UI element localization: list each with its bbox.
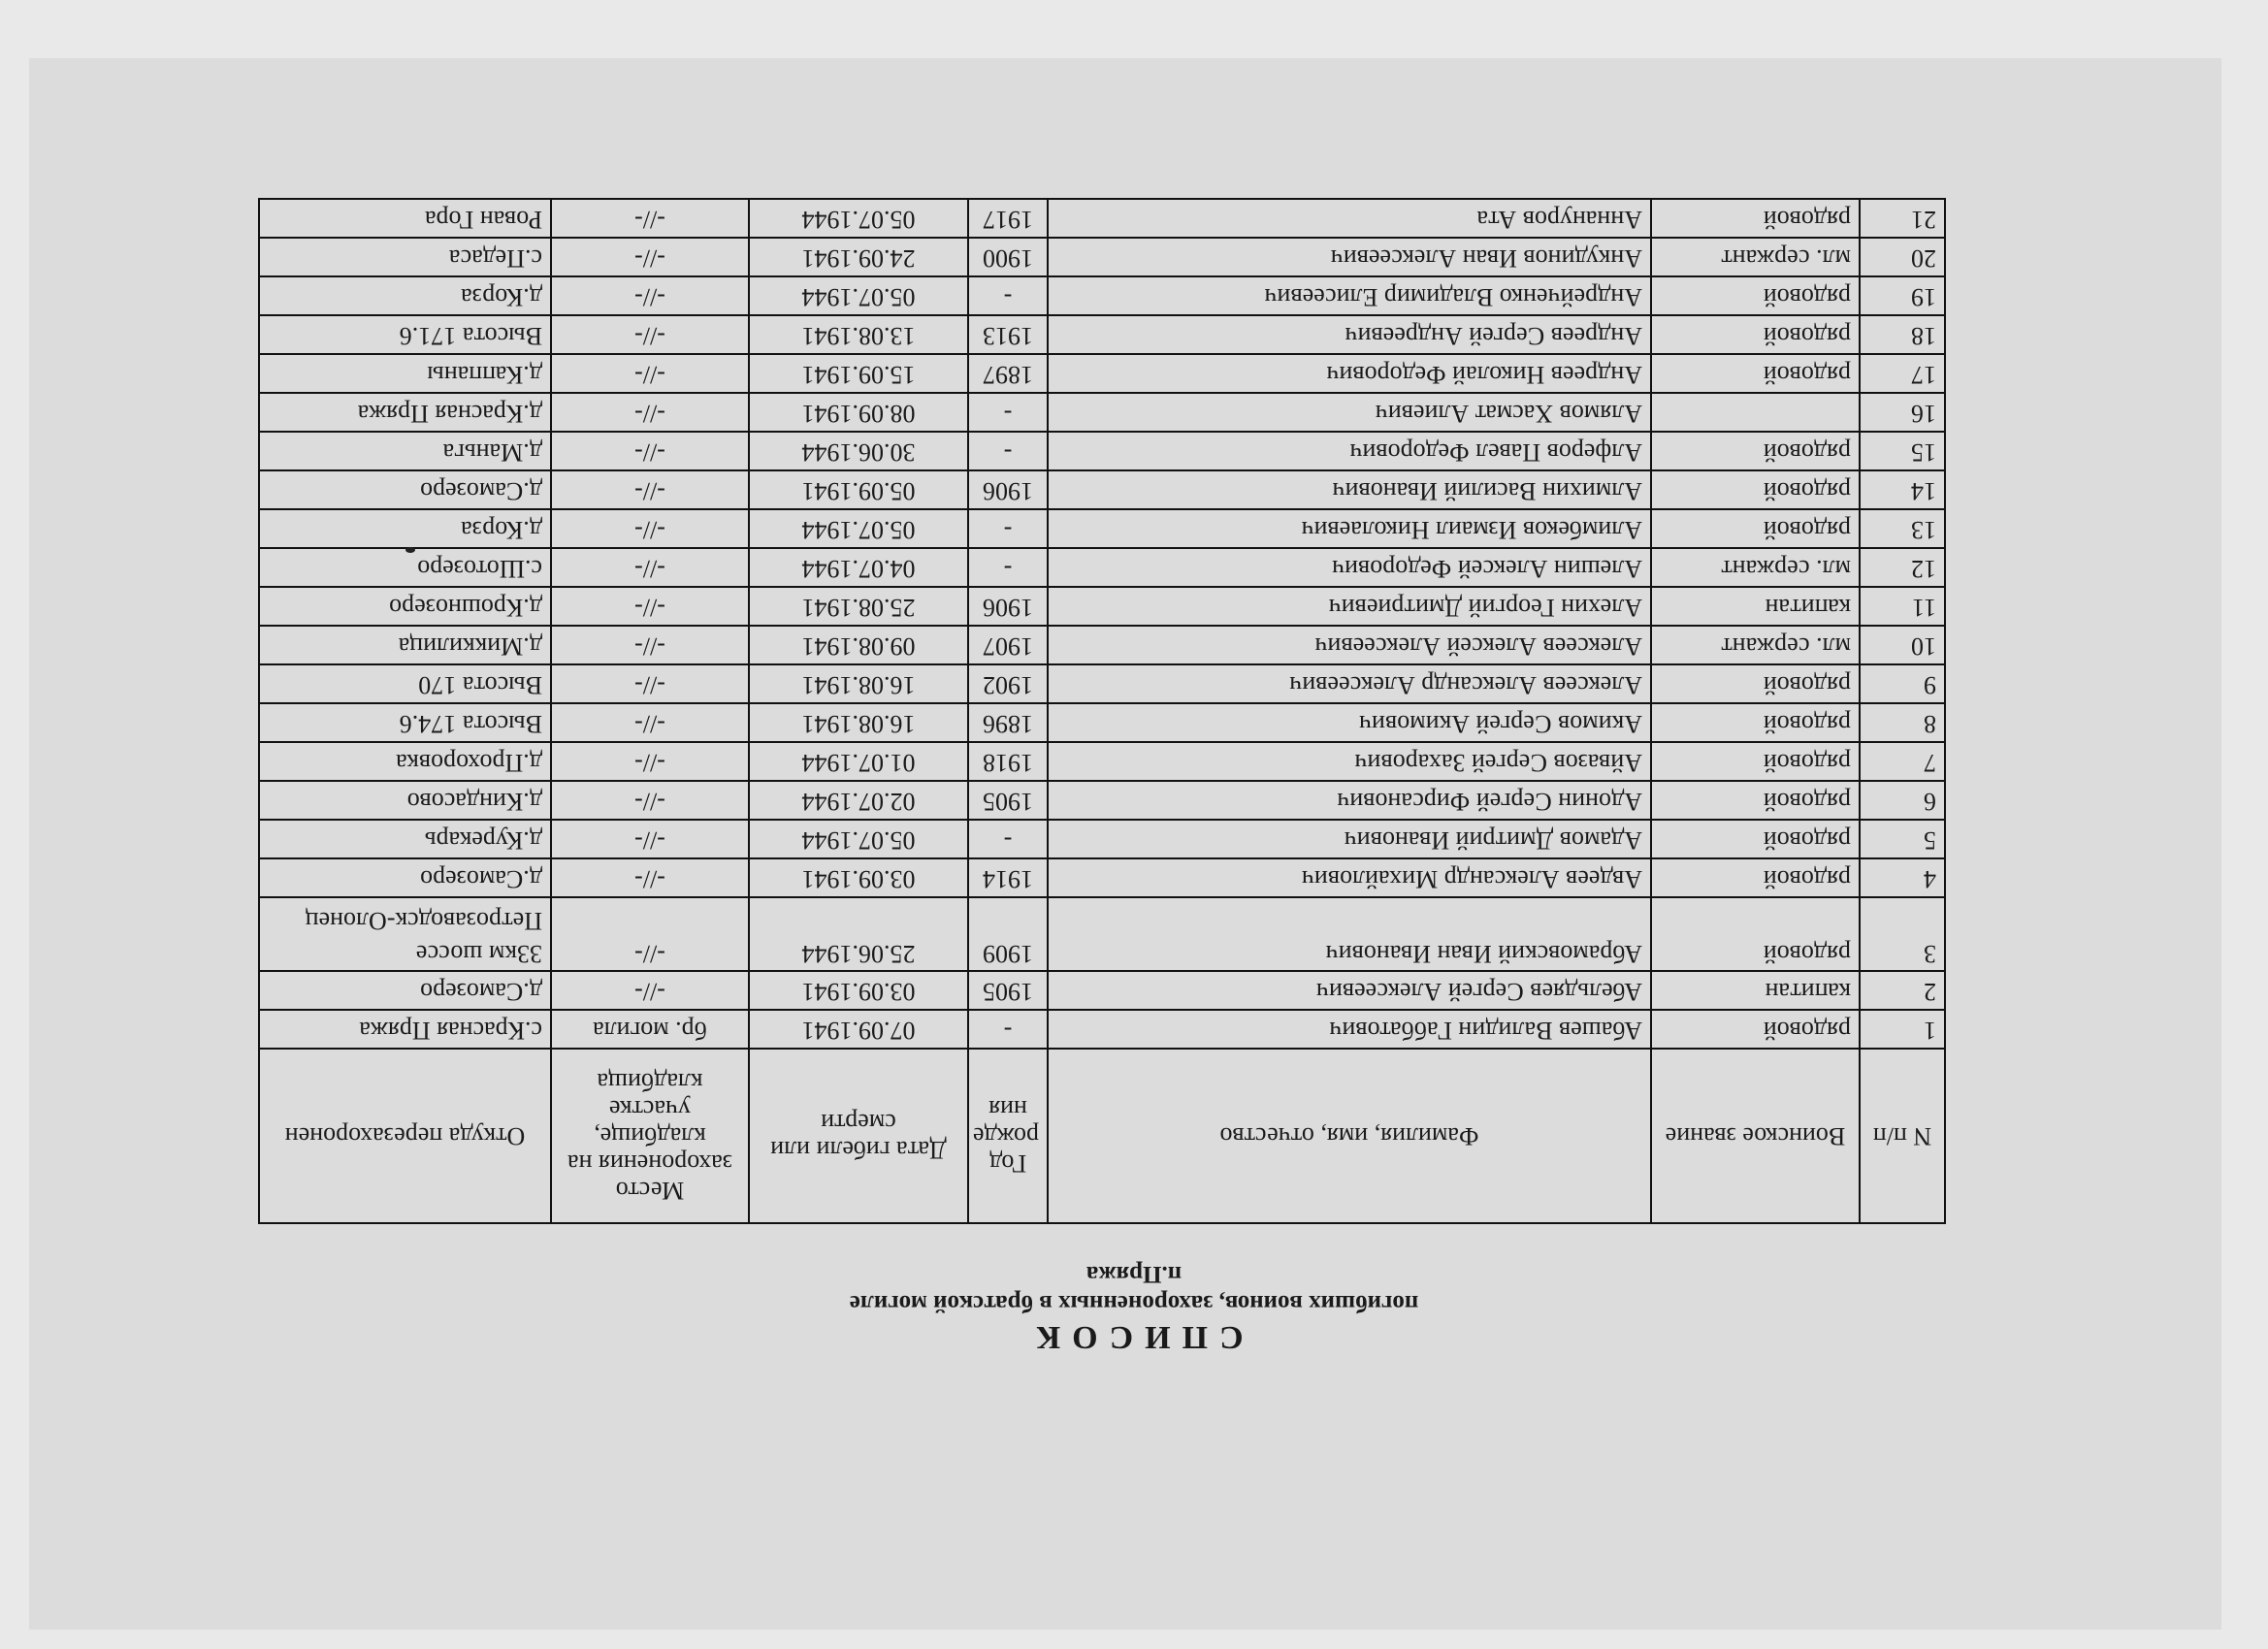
- table-row: [259, 470, 1945, 509]
- cell-rank: рядовой: [1651, 354, 1860, 393]
- cell-year: -: [968, 276, 1048, 315]
- cell-year: 1909: [968, 897, 1048, 971]
- cell-reburied-from: с.Красная Пряжа: [259, 1010, 551, 1049]
- cell-burial-place: -//-: [551, 432, 749, 470]
- cell-num: 21: [1860, 199, 1945, 238]
- cell-num: 4: [1860, 858, 1945, 897]
- cell-rank: мл. сержант: [1651, 548, 1860, 587]
- cell-rank: [1651, 393, 1860, 432]
- cell-year: 1917: [968, 199, 1048, 238]
- cell-num: 14: [1860, 470, 1945, 509]
- table-row: [259, 971, 1945, 1010]
- cell-num: 17: [1860, 354, 1945, 393]
- cell-burial-place: -//-: [551, 315, 749, 354]
- cell-reburied-from: д.Курекарь: [259, 820, 551, 858]
- cell-name: Абельдяев Сергей Алексеевич: [1048, 971, 1651, 1010]
- cell-death-date: 25.06.1944: [749, 897, 968, 971]
- cell-year: -: [968, 393, 1048, 432]
- table-row: [259, 1010, 1945, 1049]
- cell-num: 16: [1860, 393, 1945, 432]
- cell-rank: рядовой: [1651, 664, 1860, 703]
- cell-name: Андрейченко Владимир Елисеевич: [1048, 276, 1651, 315]
- cell-name: Адамов Дмитрий Иванович: [1048, 820, 1651, 858]
- document-location: п.Пряжа: [1085, 1261, 1183, 1287]
- cell-name: Алимбеков Измаил Николаевич: [1048, 509, 1651, 548]
- cell-year: 1907: [968, 626, 1048, 664]
- cell-death-date: 15.09.1941: [749, 354, 968, 393]
- cell-name: Алексеев Алексей Алексеевич: [1048, 626, 1651, 664]
- cell-death-date: 09.08.1941: [749, 626, 968, 664]
- cell-burial-place: бр. могила: [551, 1010, 749, 1049]
- table-row: [259, 509, 1945, 548]
- cell-num: 6: [1860, 781, 1945, 820]
- cell-num: 1: [1860, 1010, 1945, 1049]
- burial-register-table: [258, 198, 1946, 1224]
- title-block: [0, 1259, 2268, 1356]
- cell-num: 3: [1860, 897, 1945, 971]
- cell-rank: рядовой: [1651, 509, 1860, 548]
- cell-death-date: 30.06.1944: [749, 432, 968, 470]
- cell-num: 5: [1860, 820, 1945, 858]
- cell-year: 1913: [968, 315, 1048, 354]
- cell-name: Айвазов Сергей Захарович: [1048, 742, 1651, 781]
- cell-year: 1896: [968, 703, 1048, 742]
- cell-burial-place: -//-: [551, 742, 749, 781]
- cell-name: Аннануров Ата: [1048, 199, 1651, 238]
- cell-death-date: 05.07.1944: [749, 276, 968, 315]
- cell-num: 15: [1860, 432, 1945, 470]
- cell-reburied-from: д.Самозеро: [259, 971, 551, 1010]
- cell-num: 8: [1860, 703, 1945, 742]
- cell-rank: рядовой: [1651, 781, 1860, 820]
- cell-death-date: 16.08.1941: [749, 664, 968, 703]
- document-title: СПИСОК: [1024, 1319, 1244, 1355]
- cell-reburied-from: д.Киндасово: [259, 781, 551, 820]
- cell-year: 1902: [968, 664, 1048, 703]
- table-row: [259, 626, 1945, 664]
- table-row: [259, 664, 1945, 703]
- table-row: [259, 315, 1945, 354]
- cell-year: 1906: [968, 587, 1048, 626]
- table-body: [259, 199, 1945, 1049]
- table-row: [259, 703, 1945, 742]
- table-row: [259, 276, 1945, 315]
- header-reburied-from: Откуда перезахоронен: [259, 1049, 551, 1223]
- table-row: [259, 820, 1945, 858]
- cell-reburied-from: с.Педаса: [259, 238, 551, 276]
- cell-death-date: 08.09.1941: [749, 393, 968, 432]
- cell-name: Алямов Хасмат Алиевич: [1048, 393, 1651, 432]
- cell-rank: рядовой: [1651, 315, 1860, 354]
- table-row: [259, 742, 1945, 781]
- cell-year: -: [968, 820, 1048, 858]
- cell-reburied-from: д.Самозеро: [259, 858, 551, 897]
- table-row: [259, 897, 1945, 971]
- cell-name: Андреев Сергей Андреевич: [1048, 315, 1651, 354]
- cell-death-date: 05.09.1941: [749, 470, 968, 509]
- cell-burial-place: -//-: [551, 781, 749, 820]
- cell-death-date: 05.07.1944: [749, 509, 968, 548]
- cell-name: Алешин Алексей Федорович: [1048, 548, 1651, 587]
- cell-num: 18: [1860, 315, 1945, 354]
- cell-death-date: 02.07.1944: [749, 781, 968, 820]
- cell-death-date: 13.08.1941: [749, 315, 968, 354]
- cell-reburied-from: д.Крошнозеро: [259, 587, 551, 626]
- table-row: [259, 393, 1945, 432]
- header-death-date: Дата гибели или смерти: [749, 1049, 968, 1223]
- cell-reburied-from: д.Корза: [259, 276, 551, 315]
- table-row: [259, 781, 1945, 820]
- cell-burial-place: -//-: [551, 393, 749, 432]
- cell-num: 10: [1860, 626, 1945, 664]
- cell-rank: рядовой: [1651, 276, 1860, 315]
- cell-name: Авдеев Александр Михайлович: [1048, 858, 1651, 897]
- cell-name: Алехин Георгий Дмитриевич: [1048, 587, 1651, 626]
- cell-rank: мл. сержант: [1651, 238, 1860, 276]
- cell-reburied-from: д.Корза: [259, 509, 551, 548]
- cell-burial-place: -//-: [551, 820, 749, 858]
- cell-burial-place: -//-: [551, 509, 749, 548]
- cell-year: 1906: [968, 470, 1048, 509]
- cell-rank: рядовой: [1651, 703, 1860, 742]
- cell-rank: рядовой: [1651, 199, 1860, 238]
- cell-death-date: 05.07.1944: [749, 199, 968, 238]
- cell-rank: капитан: [1651, 587, 1860, 626]
- cell-year: -: [968, 509, 1048, 548]
- cell-reburied-from: д.Прохоровка: [259, 742, 551, 781]
- cell-year: -: [968, 1010, 1048, 1049]
- cell-name: Алферов Павел Федорович: [1048, 432, 1651, 470]
- cell-rank: рядовой: [1651, 820, 1860, 858]
- cell-death-date: 16.08.1941: [749, 703, 968, 742]
- cell-reburied-from: д.Красная Пряжа: [259, 393, 551, 432]
- cell-reburied-from: Рован Гора: [259, 199, 551, 238]
- cell-num: 11: [1860, 587, 1945, 626]
- cell-reburied-from: д.Каппаны: [259, 354, 551, 393]
- cell-num: 7: [1860, 742, 1945, 781]
- cell-year: 1905: [968, 971, 1048, 1010]
- cell-name: Абашев Валидин Габбатович: [1048, 1010, 1651, 1049]
- header-name: Фамилия, имя, отчество: [1048, 1049, 1651, 1223]
- cell-name: Абрамовский Иван Иванович: [1048, 897, 1651, 971]
- cell-burial-place: -//-: [551, 971, 749, 1010]
- cell-death-date: 03.09.1941: [749, 971, 968, 1010]
- cell-burial-place: -//-: [551, 276, 749, 315]
- cell-num: 20: [1860, 238, 1945, 276]
- cell-name: Акимов Сергей Акимович: [1048, 703, 1651, 742]
- cell-name: Алмихин Василий Иванович: [1048, 470, 1651, 509]
- cell-year: 1914: [968, 858, 1048, 897]
- cell-death-date: 04.07.1944: [749, 548, 968, 587]
- cell-burial-place: -//-: [551, 238, 749, 276]
- cell-reburied-from: д.Самозеро: [259, 470, 551, 509]
- cell-year: 1900: [968, 238, 1048, 276]
- cell-year: 1897: [968, 354, 1048, 393]
- cell-burial-place: -//-: [551, 897, 749, 971]
- table-row: [259, 238, 1945, 276]
- cell-reburied-from: с.Шотозеро: [259, 548, 551, 587]
- cell-burial-place: -//-: [551, 199, 749, 238]
- cell-rank: мл. сержант: [1651, 626, 1860, 664]
- document-subtitle: погибших воинов, захороненных в братской могиле: [849, 1290, 1419, 1316]
- cell-num: 12: [1860, 548, 1945, 587]
- cell-burial-place: -//-: [551, 858, 749, 897]
- cell-name: Алексеев Александр Алексеевич: [1048, 664, 1651, 703]
- cell-reburied-from: д.Миккилица: [259, 626, 551, 664]
- cell-death-date: 05.07.1944: [749, 820, 968, 858]
- table-row: [259, 587, 1945, 626]
- cell-reburied-from: Высота 174.6: [259, 703, 551, 742]
- cell-reburied-from: д.Маньга: [259, 432, 551, 470]
- cell-year: -: [968, 432, 1048, 470]
- cell-num: 13: [1860, 509, 1945, 548]
- header-burial-place: Место захоронения на кладбище, участке кладбища: [551, 1049, 749, 1223]
- cell-reburied-from: Высота 170: [259, 664, 551, 703]
- cell-burial-place: -//-: [551, 664, 749, 703]
- cell-death-date: 01.07.1944: [749, 742, 968, 781]
- cell-name: Анкудинов Иван Алексеевич: [1048, 238, 1651, 276]
- cell-num: 2: [1860, 971, 1945, 1010]
- table-header-row: [259, 1049, 1945, 1223]
- cell-rank: рядовой: [1651, 742, 1860, 781]
- cell-rank: рядовой: [1651, 432, 1860, 470]
- cell-death-date: 03.09.1941: [749, 858, 968, 897]
- cell-death-date: 25.08.1941: [749, 587, 968, 626]
- table-row: [259, 858, 1945, 897]
- cell-name: Адонин Сергей Фирсанович: [1048, 781, 1651, 820]
- cell-rank: рядовой: [1651, 1010, 1860, 1049]
- cell-rank: рядовой: [1651, 470, 1860, 509]
- cell-rank: рядовой: [1651, 858, 1860, 897]
- table-row: [259, 354, 1945, 393]
- cell-rank: рядовой: [1651, 897, 1860, 971]
- table-row: [259, 432, 1945, 470]
- cell-name: Андреев Николай Федорович: [1048, 354, 1651, 393]
- header-rank: Воинское звание: [1651, 1049, 1860, 1223]
- cell-num: 19: [1860, 276, 1945, 315]
- header-year: Год рожде ния: [968, 1049, 1048, 1223]
- cell-death-date: 24.09.1941: [749, 238, 968, 276]
- table-row: [259, 548, 1945, 587]
- cell-burial-place: -//-: [551, 587, 749, 626]
- cell-num: 9: [1860, 664, 1945, 703]
- cell-death-date: 07.09.1941: [749, 1010, 968, 1049]
- cell-burial-place: -//-: [551, 354, 749, 393]
- header-num: N п/п: [1860, 1049, 1945, 1223]
- table-row: [259, 199, 1945, 238]
- cell-rank: капитан: [1651, 971, 1860, 1010]
- cell-year: 1905: [968, 781, 1048, 820]
- cell-burial-place: -//-: [551, 703, 749, 742]
- cell-year: -: [968, 548, 1048, 587]
- scan-speck: [405, 547, 415, 553]
- cell-year: 1918: [968, 742, 1048, 781]
- cell-burial-place: -//-: [551, 470, 749, 509]
- cell-burial-place: -//-: [551, 626, 749, 664]
- cell-reburied-from: 33км шоссе Петрозаводск-Олонец: [259, 897, 551, 971]
- cell-burial-place: -//-: [551, 548, 749, 587]
- cell-reburied-from: Высота 171.6: [259, 315, 551, 354]
